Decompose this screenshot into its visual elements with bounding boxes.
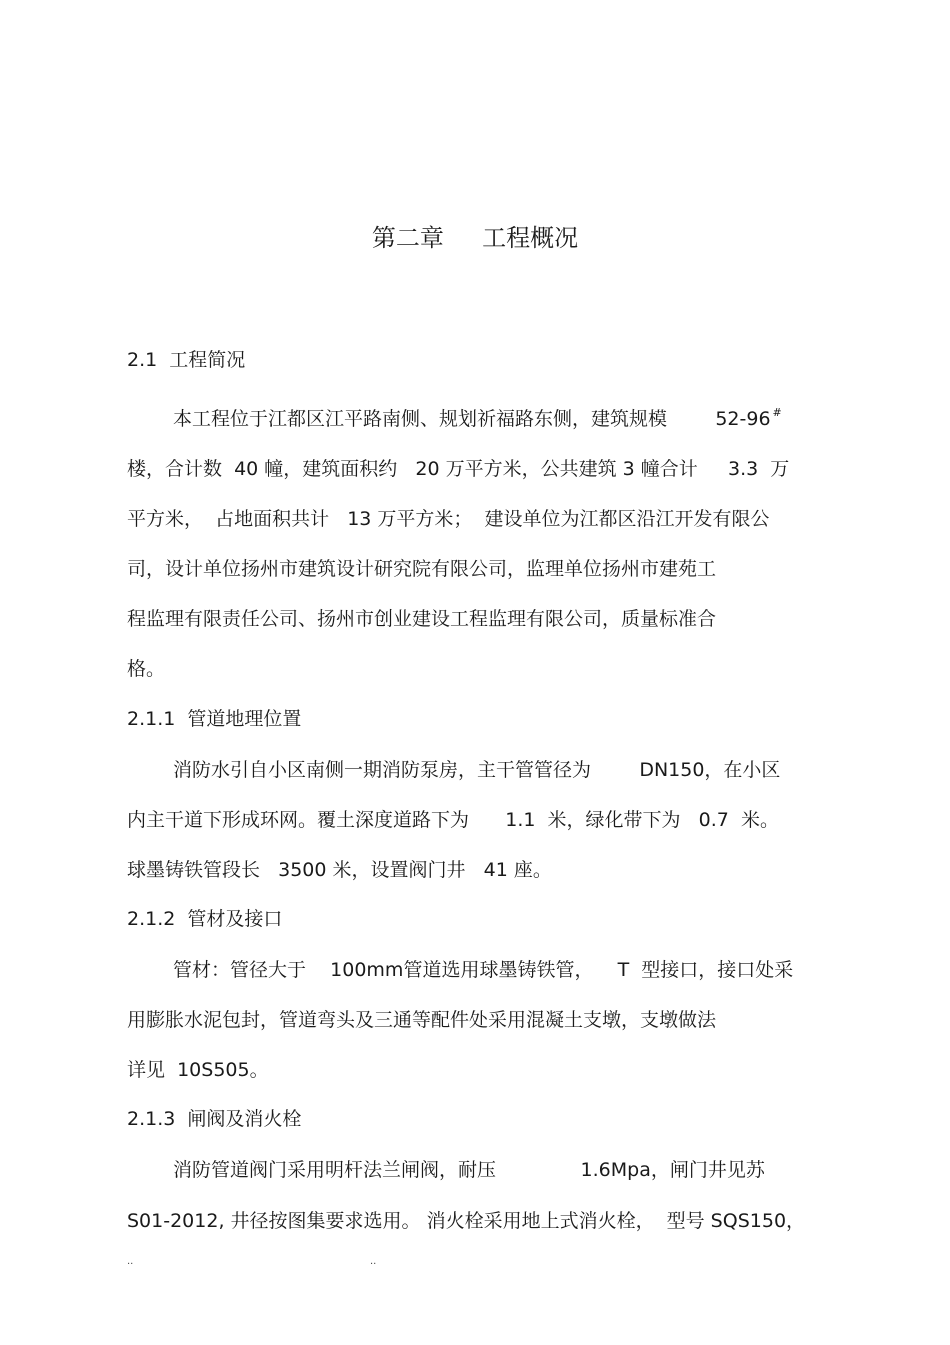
paragraph-line: 格。 (127, 658, 166, 680)
section-heading-2-1: 2.1 工程简况 (127, 349, 246, 371)
chapter-title: 第二章 工程概况 (371, 224, 579, 252)
paragraph-line: 消防水引自小区南侧一期消防泵房，主干管管径为 DN150，在小区 (173, 759, 781, 781)
paragraph-line: 平方米， 占地面积共计 13 万平方米； 建设单位为江都区沿江开发有限公 (127, 508, 770, 530)
section-heading-2-1-2: 2.1.2 管材及接口 (127, 908, 283, 930)
footer-mark-left: .. (127, 1256, 134, 1267)
paragraph-line: 内主干道下形成环网。覆土深度道路下为 1.1 米，绿化带下为 0.7 米。 (127, 809, 779, 831)
paragraph-line: 本工程位于江都区江平路南侧、规划祈福路东侧，建筑规模 52-96 # (173, 406, 771, 432)
paragraph-line: 程监理有限责任公司、扬州市创业建设工程监理有限公司，质量标准合 (127, 608, 717, 630)
section-heading-2-1-1: 2.1.1 管道地理位置 (127, 708, 302, 730)
paragraph-line: 球墨铸铁管段长 3500 米，设置阀门井 41 座。 (127, 859, 552, 881)
paragraph-line: 楼，合计数 40 幢，建筑面积约 20 万平方米，公共建筑 3 幢合计 3.3 万 (127, 458, 790, 480)
section-heading-2-1-3: 2.1.3 闸阀及消火栓 (127, 1108, 302, 1130)
superscript-mark: # (772, 406, 782, 419)
footer-mark-center: .. (370, 1256, 377, 1267)
paragraph-line: 消防管道阀门采用明杆法兰闸阀，耐压 1.6Mpa，闸门井见苏 (173, 1159, 765, 1181)
paragraph-line: 用膨胀水泥包封，管道弯头及三通等配件处采用混凝土支墩，支墩做法 (127, 1009, 717, 1031)
paragraph-line: 详见 10S505。 (127, 1059, 269, 1081)
paragraph-line: S01-2012, 井径按图集要求选用。 消火栓采用地上式消火栓， 型号 SQS150， (127, 1210, 806, 1232)
paragraph-line: 司，设计单位扬州市建筑设计研究院有限公司，监理单位扬州市建苑工 (127, 558, 717, 580)
paragraph-line: 管材：管径大于 100mm管道选用球墨铸铁管， T 型接口，接口处采 (173, 959, 794, 981)
